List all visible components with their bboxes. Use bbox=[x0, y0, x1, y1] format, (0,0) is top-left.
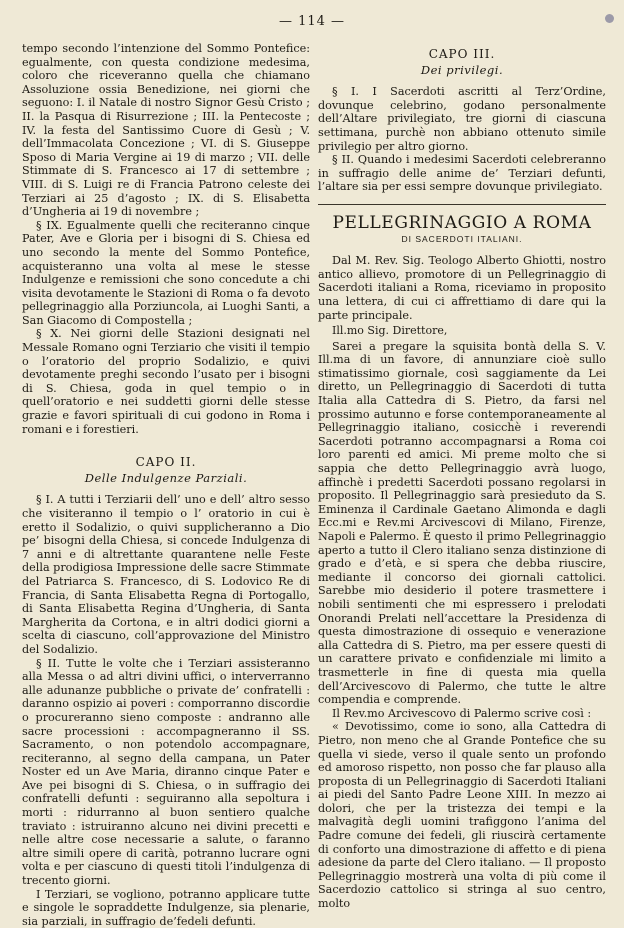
right-column bbox=[318, 42, 606, 911]
chapter-3-title: CAPO III. bbox=[428, 47, 496, 61]
left-paragraph-4: § I. A tutti i Terziarii dell’ uno e dell’ altro sesso che visiteranno il tempio o l’ oratorio in cui è eretto il Sodalizio, o quivi supplicheranno a Dio pe’ bisogni della Chiesa, si concede Indulgenza di 7 anni e di altrettante quarantene nelle Feste della prodigiosa Impressione delle sacre Stimmate del Patriarca S. Francesco, di S. Lodovico Re di Francia, di Santa Elisabetta Regna di Portogallo, di Santa Elisabetta Regina d’Ungheria, di Santa Margherita da Cortona, e in altri dodici giorni a scelta di ciascuno, coll’approvazione del Ministro del Sodalizio. bbox=[22, 493, 310, 656]
chapter-3-subtitle: Dei privilegi. bbox=[420, 62, 504, 77]
chapter-2-subtitle: Delle Indulgenze Parziali. bbox=[84, 470, 248, 485]
left-paragraph-1: tempo secondo l’intenzione del Sommo Pontefice: egualmente, con questa condizione medesima, coloro che riceveranno quella che chiamano Assoluzione ossia Benedizione, nei giorni che seguono: I. il Natale di nostro Signor Gesù Cristo ; II. la Pasqua di Risurrezione ; III. la Pentecoste ; IV. la festa del Santissimo Cuore di Gesù ; V. dell’Immacolata Concezione ; VI. di S. Giuseppe Sposo di Maria Vergine ai 19 di marzo ; VII. delle Stimmate di S. Francesco ai 17 di settembre ; VIII. di S. Luigi re di Francia Patrono celeste dei Terziari ai 25 d’agosto ; IX. di S. Elisabetta d’Ungheria ai 19 di novembre ; bbox=[22, 42, 310, 219]
left-paragraph-2: § IX. Egualmente quelli che reciteranno cinque Pater, Ave e Gloria per i bisogni di S. Chiesa ed uno secondo la mente del Sommo Pontefice, acquisteranno una volta al mese le stesse Indulgenze e remissioni che sono concedute a chi visita devotamente le Stazioni di Roma o fa devoto pellegrinaggio alla Porziuncola, ai Luoghi Santi, a San Giacomo di Compostella ; bbox=[22, 218, 310, 327]
right-paragraph-6: « Devotissimo, come io sono, alla Cattedra di Pietro, non meno che al Grande Pontefice che su quella vi siede, verso il quale sento un profondo ed amoroso rispetto, non posso che far plauso alla proposta di un Pellegrinaggio di Sacerdoti Italiani ai piedi del Santo Padre Leone XIII. In mezzo ai dolori, che per la tristezza dei tempi e la malvagità degli uomini trafiggono l’anima del Padre comune dei fedeli, gli riuscirà certamente di conforto una dimostrazione di affetto e di piena adesione da parte del Clero italiano. — Il proposto Pellegrinaggio mostrerà una volta di più come il Sacerdozio cattolico si stringa al suo centro, molto bbox=[318, 720, 606, 911]
binding-hole-mark bbox=[605, 14, 614, 23]
left-paragraph-3: § X. Nei giorni delle Stazioni designati nel Messale Romano ogni Terziario che visiti il tempio o l’oratorio del proprio Sodalizio, e quivi devotamente preghi secondo l’usato per i bisogni di S. Chiesa, goda in quel tempio o in quell’oratorio e nei suddetti giorni delle stesse grazie e favori spirituali di cui godono in Roma i romani e i forestieri. bbox=[22, 327, 310, 436]
right-paragraph-5: Il Rev.mo Arcivescovo di Palermo scrive così : bbox=[332, 706, 592, 720]
right-paragraph-1: § I. I Sacerdoti ascritti al Terz’Ordine, dovunque celebrino, godano personalmente dell’Altare privilegiato, tre giorni di ciascuna settimana, purchè non abbiano ottenuto simile privilegio per altro giorno. bbox=[318, 85, 606, 153]
left-column bbox=[22, 42, 310, 928]
right-paragraph-2: § II. Quando i medesimi Sacerdoti celebreranno in suffragio delle anime de’ Terziari defunti, l’altare sia per essi sempre dovunque privilegiato. bbox=[318, 153, 606, 194]
left-paragraph-6: I Terziari, se vogliono, potranno applicare tutte e singole le sopraddette Indulgenze, sia plenarie, sia parziali, in suffragio de’fedeli defunti. bbox=[22, 887, 310, 928]
article-subheadline: DI SACERDOTI ITALIANI. bbox=[401, 233, 523, 244]
left-paragraph-5: § II. Tutte le volte che i Terziari assisteranno alla Messa o ad altri divini uffici, o interverranno alle adunanze pubbliche o private de’ confratelli : daranno ospizio ai poveri : comporranno discordie o procureranno sieno composte : andranno alle sacre processioni : accompagneranno il SS. Sacramento, o non potendolo accompagnare, reciteranno, al segno della campana, un Pater Noster ed un Ave Maria, diranno cinque Pater e Ave pei bisogni di S. Chiesa, o in suffragio dei confratelli defunti : seguiranno alla sepoltura i morti : ridurranno al buon sentiero qualche traviato : istruiranno alcuno nei divini precetti e nelle altre cose necessarie a salute, o faranno altre simili opere di carità, potranno lucrare ogni volta e per ciascuno di questi titoli l’indulgenza di trecento giorni. bbox=[22, 656, 310, 888]
letter-salutation: Ill.mo Sig. Direttore, bbox=[332, 324, 448, 338]
chapter-2-title: CAPO II. bbox=[135, 455, 197, 470]
page-number: — 114 — bbox=[278, 14, 346, 29]
right-paragraph-3: Dal M. Rev. Sig. Teologo Alberto Ghiotti, nostro antico allievo, promotore di un Pellegrinaggio di Sacerdoti italiani a Roma, riceviamo in proposito una lettera, di cui ci affrettiamo di dare qui la parte principale. bbox=[318, 254, 606, 322]
right-paragraph-4: Sarei a pregare la squisita bontà della S. V. Ill.ma di un favore, di annunziare cioè sullo stimatissimo giornale, così saggiamente da Lei diretto, un Pellegrinaggio di Sacerdoti di tutta Italia alla Cattedra di S. Pietro, da farsi nel prossimo autunno e forse contemporaneamente al Pellegrinaggio italiano, cosicchè i reverendi Sacerdoti potranno accompagnarsi a Roma coi loro parenti ed amici. Mi preme molto che si sappia che detto Pellegrinaggio avrà luogo, affinchè i predetti Sacerdoti possano regolarsi in proposito. Il Pellegrinaggio sarà presieduto da S. Eminenza il Cardinale Gaetano Alimonda e dagli Ecc.mi e Rev.mi Arcivescovi di Milano, Firenze, Napoli e Palermo. È questo il primo Pellegrinaggio aperto a tutto il Clero italiano senza distinzione di grado e d’età, e si spera che debba riuscire, mediante il concorso dei giornali cattolici. Sarebbe mio desiderio il potere trasmettere i nobili sentimenti che mi espressero i prelodati Onorandi Prelati nell’accettare la Presidenza di questa dimostrazione di ossequio e venerazione alla Cattedra di S. Pietro, ma per essere questi di un carattere privato e confidenziale mi limito a trasmetterle in fine di questa mia quella dell’Arcivescovo di Palermo, che tutte le altre compendia e comprende. bbox=[318, 339, 606, 707]
article-headline: PELLEGRINAGGIO A ROMA bbox=[332, 212, 592, 233]
section-divider bbox=[318, 204, 606, 205]
